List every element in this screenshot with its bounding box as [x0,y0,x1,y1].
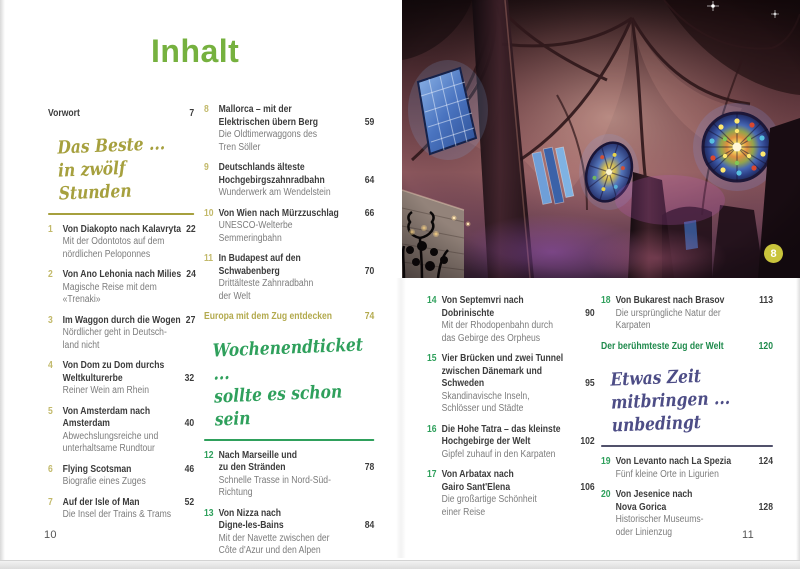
entry-subtitle: Gipfel zuhauf in den Karpaten [441,448,556,460]
entry-body [442,295,595,345]
entry-title-line [63,269,195,282]
entry-body [63,464,195,489]
entry-title-line [219,520,375,533]
entry-subtitle: UNESCO-Welterbe [218,220,293,231]
entry-title-line [442,308,595,321]
entry-title: Von Amsterdam nach [62,405,151,417]
entry-title: Von Bukarest nach Brasov [615,295,725,306]
entry-subtitle: Historischer Museums- [615,514,704,525]
entry-number: 8 [204,104,209,115]
toc-entry [427,469,595,519]
entry-title: Dobrinischte [441,307,495,319]
entry-title-line [63,315,195,328]
entry-subtitle: das Gebirge des Orpheus [441,332,541,344]
entry-title-line [219,104,375,117]
entry-title-line [219,508,375,521]
entry-title: Schwabenberg [218,265,280,277]
section-das-beste [46,131,194,206]
entry-page: 24 [186,269,196,280]
entry-subtitle: Die großartige Schönheit [441,494,537,505]
page-edge-left [0,0,5,569]
heading-line: Etwas Zeit mitbringen ... [610,365,731,414]
entry-page: 22 [186,223,196,235]
entry-title: Von Jesenice nach [615,489,693,500]
entry-body [616,456,773,481]
entry-subtitle: land nicht [62,339,100,351]
entry-body [63,360,195,398]
page-edge-right [796,278,800,569]
entry-title: Deutschlands älteste [218,162,305,173]
entry-title: Auf der Isle of Man [62,496,140,508]
entry-body [219,450,375,500]
entry-subtitle: Karpaten [615,320,651,331]
entry-title-line [442,482,595,495]
row-page: 7 [189,108,195,119]
entry-page: 46 [184,463,195,475]
entry-title-line [616,502,773,515]
entry-subtitle: Mit der Odontotos auf dem [62,236,165,247]
heading-line: in zwölf Stunden [57,157,132,205]
entry-title-line [63,373,195,386]
toc-entry [48,406,194,456]
entry-number: 15 [427,353,437,364]
entry-title: Von Nizza nach [218,507,282,519]
toc-entry [204,508,374,558]
entry-title-line [442,436,595,449]
entry-page: 32 [184,372,195,384]
entry-title-line [616,456,773,469]
entry-subtitle: Richtung [218,487,253,498]
toc-entry [48,360,194,398]
entry-title: Amsterdam [62,418,110,429]
entry-title-line [442,469,595,482]
toc-entry [427,353,595,416]
section-rule [48,213,194,215]
entry-page: 52 [184,496,195,508]
entry-title: Schweden [441,378,485,389]
entry-number: 16 [427,423,437,435]
entry-title: Von Ano Lehonia nach Milies [62,269,182,280]
entry-body [219,162,375,200]
entry-title: Nach Marseille und [218,449,298,461]
entry-title: In Budapest auf den [218,253,301,264]
entry-subtitle: Tren Söller [218,141,261,153]
entry-title-line [63,406,195,419]
entry-subtitle: Die Oldtimerwaggons des [218,129,318,140]
entry-subtitle: einer Reise [441,506,486,518]
entry-number: 18 [601,295,611,306]
left-page-number: 10 [44,529,57,541]
entry-body [442,424,595,462]
europa-row [204,311,374,324]
entry-page: 78 [364,462,375,473]
entry-subtitle: Fünf kleine Orte in Ligurien [615,468,719,480]
section-wochenendticket [201,333,374,432]
entry-title-line [219,175,375,188]
entry-title-line [219,253,375,266]
entry-title-line [219,450,375,463]
entry-page: 124 [758,456,773,467]
entry-page: 84 [364,520,375,531]
entry-subtitle: Mit der Navette zwischen der [218,532,330,544]
entry-title: Die Hohe Tatra – das kleinste [441,423,561,435]
entry-title-line [63,224,195,237]
entry-body [63,497,195,522]
entry-body [219,104,375,154]
entry-number: 19 [601,456,611,467]
entry-title-line [63,418,195,431]
entry-body [442,353,595,416]
toc-column-right-inner [427,295,595,527]
entry-title: Vier Brücken und zwei Tunnel [441,353,564,364]
entry-subtitle: Côte d'Azur und den Alpen [218,545,321,556]
entry-title: Von Dom zu Dom durchs [62,360,165,371]
entry-page: 106 [580,481,595,493]
section-etwas-zeit [599,362,773,438]
entry-subtitle: Die Insel der Trains & Trams [62,509,172,520]
row-label: Der berühmteste Zug der Welt [601,340,724,352]
entry-number: 4 [48,360,53,371]
row-label: Vorwort [48,108,80,119]
heading-line: Wochenendticket ... [212,334,364,385]
entry-subtitle: Schlösser und Städte [441,403,524,414]
entry-body [63,406,195,456]
entry-number: 6 [48,463,53,475]
entry-body [219,508,375,558]
toc-entry [601,456,773,481]
entry-page: 70 [364,265,375,277]
toc-entry [48,224,194,262]
entry-number: 3 [48,314,53,326]
entry-title: zu den Stränden [218,462,286,473]
entry-title: Digne-les-Bains [218,520,284,531]
entry-number: 11 [204,253,214,264]
entry-title: Flying Scotsman [62,463,132,475]
entry-subtitle: Mit der Rhodopenbahn durch [441,320,554,331]
section-rule [204,439,374,441]
entry-title-line [616,489,773,502]
entry-subtitle: Abwechslungsreiche und [62,430,159,442]
entry-subtitle: Skandinavische Inseln, [441,390,530,402]
entry-number: 2 [48,269,53,280]
toc-entry [48,464,194,489]
entry-title-line [219,266,375,279]
entry-subtitle: Die ursprüngliche Natur der [615,307,721,319]
entry-title: Von Levanto nach La Spezia [615,456,732,467]
heading-line: unbedingt [611,411,702,437]
entry-title: Von Diakopto nach Kalavryta [62,223,181,235]
heading-line: Das Beste ... [57,132,166,159]
entry-title-line [616,295,773,308]
entry-body [442,469,595,519]
entry-number: 10 [204,207,214,219]
entry-body [219,253,375,303]
entry-subtitle: Semmeringbahn [218,232,282,244]
entry-title-line [219,462,375,475]
entry-subtitle: Drittälteste Zahnradbahn [218,278,314,289]
entry-subtitle: Reiner Wein am Rhein [62,385,149,396]
toc-entry [48,315,194,353]
entry-body [63,269,195,307]
entry-number: 17 [427,469,437,480]
toc-entry [601,295,773,333]
entry-number: 1 [48,223,53,235]
entry-title: Von Arbatax nach [441,469,514,480]
entry-page: 95 [585,378,595,389]
entry-title-line [63,497,195,510]
entry-number: 20 [601,489,611,500]
entry-title-line [63,360,195,373]
entry-subtitle: «Trenaki» [62,294,101,305]
entry-page: 102 [580,436,595,447]
entry-subtitle: Nördlicher geht in Deutsch- [62,327,167,338]
entry-number: 13 [204,507,214,519]
entry-page: 128 [758,501,773,513]
entry-title: Hochgebirge der Welt [441,436,531,447]
page-title: Inhalt [151,33,240,69]
entry-title-line [219,208,375,221]
entry-title: Im Waggon durch die Wogen [62,314,181,326]
entry-title: Von Wien nach Mürzzuschlag [218,207,339,219]
entry-body [63,315,195,353]
entry-page: 59 [364,116,375,128]
entry-page: 40 [184,418,195,429]
beruehmteste-zug-row [601,341,773,354]
cathedral-photo [402,0,800,278]
section-rule [601,445,773,447]
entry-title-line [442,295,595,308]
entry-title-line [442,378,595,391]
heading-line: sollte es schon sein [213,380,343,431]
page-edge-bottom [0,560,800,569]
entry-title-line [219,162,375,175]
cathedral-photo-art [402,0,800,278]
entry-page: 66 [364,207,375,219]
entry-title-line [219,117,375,130]
entry-title: Mallorca – mit der [218,104,292,115]
entry-subtitle: unterhaltsame Rundtour [62,443,155,454]
entry-body [63,224,195,262]
toc-column-left-inner [204,0,374,566]
entry-number: 14 [427,295,437,306]
row-page: 120 [758,340,773,352]
toc-entry [48,497,194,522]
entry-subtitle: oder Linienzug [615,526,673,538]
page-gutter [396,278,406,558]
toc-entry [204,162,374,200]
entry-title: Gairo Sant'Elena [441,481,511,493]
entry-page: 113 [759,295,773,306]
toc-entry [204,104,374,154]
entry-title-line [442,366,595,379]
route-number-badge: 8 [764,244,783,263]
toc-entry [427,424,595,462]
toc-entry [204,208,374,246]
entry-title-line [63,464,195,477]
toc-column-right-outer [601,295,773,547]
entry-subtitle: der Welt [218,290,251,302]
entry-subtitle: nördlichen Peloponnes [62,248,151,260]
entry-number: 5 [48,405,53,417]
row-label: Europa mit dem Zug entdecken [204,311,333,322]
entry-number: 9 [204,162,209,173]
entry-subtitle: Schnelle Trasse in Nord-Süd- [218,474,331,486]
entry-title: Nova Gorica [615,501,667,513]
entry-body [219,208,375,246]
entry-title: zwischen Dänemark und [441,365,542,377]
entry-page: 64 [364,174,375,186]
vorwort-row [48,108,194,121]
entry-title-line [442,424,595,437]
entry-number: 7 [48,496,53,508]
entry-title: Elektrischen übern Berg [218,116,319,128]
entry-title-line [442,353,595,366]
entry-subtitle: Biografie eines Zuges [62,476,146,487]
toc-entry [204,450,374,500]
entry-title: Weltkulturerbe [62,372,123,384]
entry-subtitle: Magische Reise mit dem [62,281,157,293]
toc-entry [48,269,194,307]
entry-number: 12 [204,449,214,461]
toc-column-left-outer [48,0,194,530]
toc-entry [427,295,595,345]
toc-entry [204,253,374,303]
entry-page: 90 [585,307,595,319]
row-page: 74 [364,311,375,322]
entry-title: Hochgebirgszahnradbahn [218,174,325,186]
entry-subtitle: Wunderwerk am Wendelstein [218,187,331,198]
entry-page: 27 [185,314,196,326]
entry-title: Von Septemvri nach [441,295,524,306]
entry-body [616,295,773,333]
right-page-number: 11 [742,529,755,541]
